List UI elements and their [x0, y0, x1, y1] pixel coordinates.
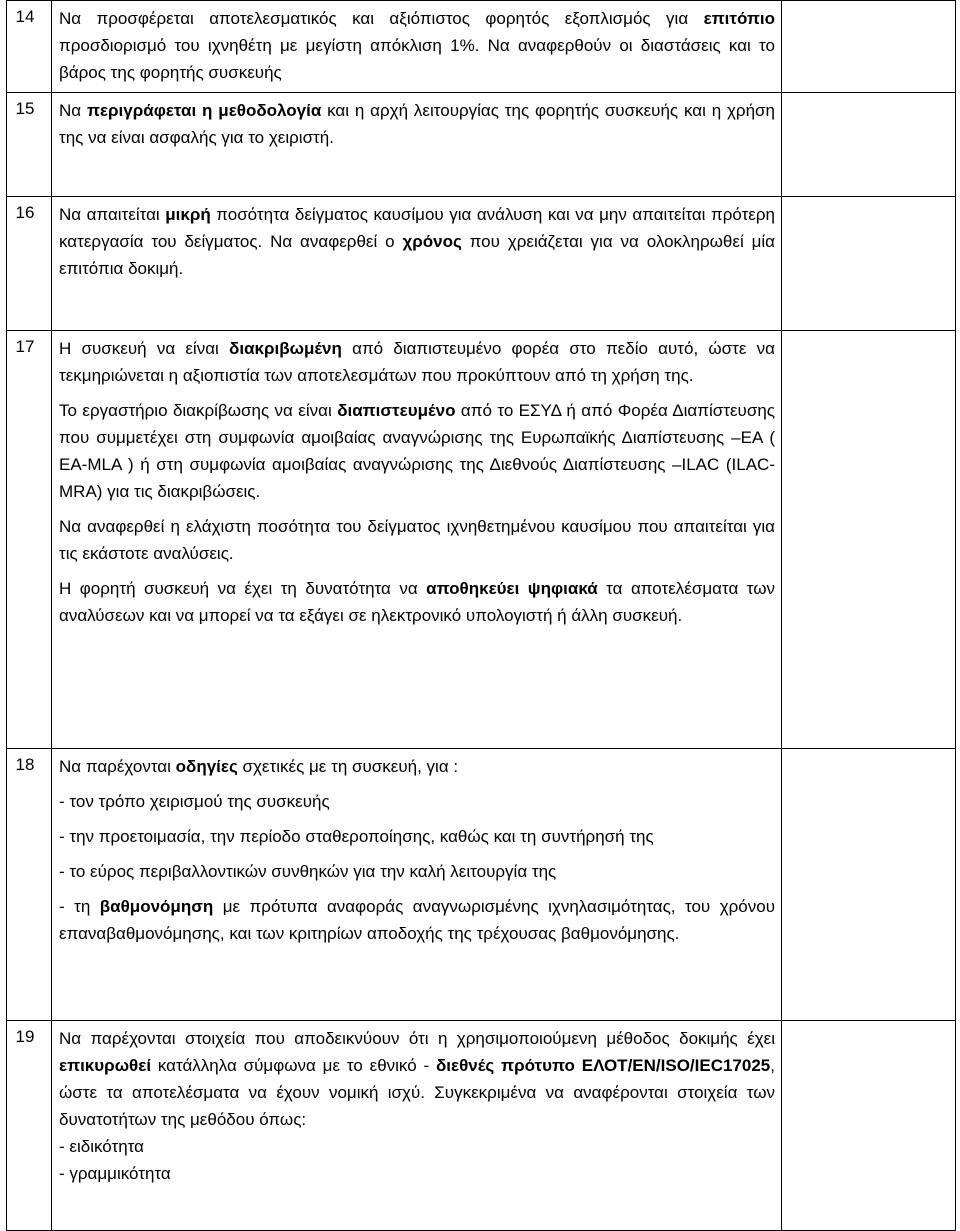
list-item	[59, 1133, 775, 1160]
list-item	[59, 893, 775, 947]
row-number-cell	[7, 331, 52, 749]
text-span: σχετικές με τη συσκευή, για :	[237, 757, 459, 776]
list-item	[59, 823, 775, 850]
text-span: Να παρέχονται	[59, 757, 176, 776]
text-span: Να	[59, 101, 87, 120]
text-span: Η συσκευή να είναι	[59, 339, 230, 358]
requirement-cell	[52, 197, 782, 331]
text-span: που χρειάζεται για να ολοκληρωθεί μία επιτόπια δοκιμή.	[59, 232, 775, 278]
row-number-cell	[7, 749, 52, 1021]
text-span: - γραμμικότητα	[59, 1164, 171, 1183]
requirement-paragraph	[59, 397, 775, 505]
bold-term: διαπιστευμένο	[337, 401, 456, 420]
requirement-paragraph	[59, 335, 775, 389]
text-span: Το εργαστήριο διακρίβωσης να είναι	[59, 401, 338, 420]
bold-term: επιτόπιο	[703, 9, 775, 28]
table-row	[7, 1, 956, 93]
row-number-cell	[7, 197, 52, 331]
text-span: κατάλληλα σύμφωνα με το εθνικό -	[151, 1056, 436, 1075]
table-row	[7, 331, 956, 749]
row-number: 18	[15, 755, 35, 774]
row-number: 17	[15, 337, 35, 356]
table-row	[7, 93, 956, 197]
response-cell	[782, 197, 956, 331]
text-span: ποσότητα δείγματος καυσίμου για ανάλυση και να μην απαιτείται πρότερη κατεργασία του δείγματος. Να αναφερθεί ο	[59, 205, 776, 251]
table-row	[7, 1021, 956, 1231]
requirement-cell	[52, 1021, 782, 1231]
row-number-cell	[7, 1021, 52, 1231]
text-span: προσδιορισμό του ιχνηθέτη με μεγίστη απόκλιση 1%. Να αναφερθούν οι διαστάσεις και το βάρος της φορητής συσκευής	[59, 36, 775, 82]
text-span: Να προσφέρεται αποτελεσματικός και αξιόπιστος φορητός εξοπλισμός για	[59, 9, 704, 28]
response-cell	[782, 93, 956, 197]
text-span: από το ΕΣΥΔ ή από Φορέα Διαπίστευσης που συμμετέχει στη συμφωνία αμοιβαίας αναγνώρισης της Ευρωπαϊκής Διαπίστευσης –ΕΑ ( ΕΑ-MLA ) ή στη συμφωνία αμοιβαίας αναγνώρισης της Διεθνούς Διαπίστευσης –ILAC (ILAC-MRA) για τις διακριβώσεις.	[59, 401, 775, 501]
specifications-table	[6, 0, 956, 1231]
list-item	[59, 858, 775, 885]
bold-term: βαθμονόμηση	[99, 897, 214, 916]
text-span: - τον τρόπο χειρισμού της συσκευής	[59, 792, 330, 811]
text-span: από διαπιστευμένο φορέα στο πεδίο αυτό, ώστε να τεκμηριώνεται η αξιοπιστία των αποτελεσμάτων που προκύπτουν από τη χρήση της.	[59, 339, 775, 385]
text-span: - το εύρος περιβαλλοντικών συνθηκών για την καλή λειτουργία της	[59, 862, 557, 881]
text-span: Να παρέχονται στοιχεία που αποδεικνύουν ότι η χρησιμοποιούμενη μέθοδος δοκιμής έχει	[59, 1029, 775, 1048]
bold-term: μικρή	[165, 205, 211, 224]
text-span: Η φορητή συσκευή να έχει τη δυνατότητα να	[59, 579, 427, 598]
row-number: 15	[15, 99, 35, 118]
bold-term: οδηγίες	[175, 757, 238, 776]
requirement-paragraph	[59, 575, 775, 629]
row-number: 16	[15, 203, 35, 222]
text-span: - την προετοιμασία, την περίοδο σταθεροποίησης, καθώς και τη συντήρησή της	[59, 827, 654, 846]
requirement-paragraph	[59, 201, 775, 282]
bold-term: επικυρωθεί	[59, 1056, 152, 1075]
text-span: και η αρχή λειτουργίας της φορητής συσκευής και η χρήση της να είναι ασφαλής για το χειριστή.	[59, 101, 776, 147]
response-cell	[782, 749, 956, 1021]
row-number: 14	[15, 7, 35, 26]
response-cell	[782, 1021, 956, 1231]
text-span: - ειδικότητα	[59, 1137, 144, 1156]
text-span: - τη	[59, 897, 100, 916]
response-cell	[782, 1, 956, 93]
row-number: 19	[15, 1027, 35, 1046]
list-item	[59, 788, 775, 815]
requirement-cell	[52, 1, 782, 93]
requirement-paragraph	[59, 753, 775, 780]
bold-term: διεθνές πρότυπο ΕΛΟΤ/ΕΝ/ISO/IEC17025	[435, 1056, 771, 1075]
text-span: με πρότυπα αναφοράς αναγνωρισμένης ιχνηλασιμότητας, του χρόνου επαναβαθμονόμησης, και των κριτηρίων αποδοχής της τρέχουσας βαθμονόμησης.	[59, 897, 775, 943]
response-cell	[782, 331, 956, 749]
text-span: Να απαιτείται	[59, 205, 166, 224]
requirement-cell	[52, 749, 782, 1021]
bold-term: περιγράφεται η μεθοδολογία	[86, 101, 322, 120]
list-item	[59, 1160, 775, 1187]
row-number-cell	[7, 93, 52, 197]
requirement-cell	[52, 93, 782, 197]
table-row	[7, 749, 956, 1021]
bold-term: χρόνος	[402, 232, 462, 251]
text-span: τα αποτελέσματα των αναλύσεων και να μπορεί να τα εξάγει σε ηλεκτρονικό υπολογιστή ή άλλη συσκευή.	[59, 579, 775, 625]
text-span: , ώστε τα αποτελέσματα να έχουν νομική ισχύ. Συγκεκριμένα να αναφέρονται στοιχεία των δυνατοτήτων της μεθόδου όπως:	[59, 1056, 775, 1129]
requirement-cell	[52, 331, 782, 749]
row-number-cell	[7, 1, 52, 93]
bold-term: αποθηκεύει ψηφιακά	[426, 579, 598, 598]
requirement-paragraph	[59, 5, 775, 86]
requirement-paragraph	[59, 97, 775, 151]
requirement-paragraph	[59, 513, 775, 567]
text-span: Να αναφερθεί η ελάχιστη ποσότητα του δείγματος ιχνηθετημένου καυσίμου που απαιτείται για τις εκάστοτε αναλύσεις.	[59, 517, 775, 563]
bold-term: διακριβωμένη	[229, 339, 342, 358]
table-row	[7, 197, 956, 331]
requirement-paragraph	[59, 1025, 775, 1133]
